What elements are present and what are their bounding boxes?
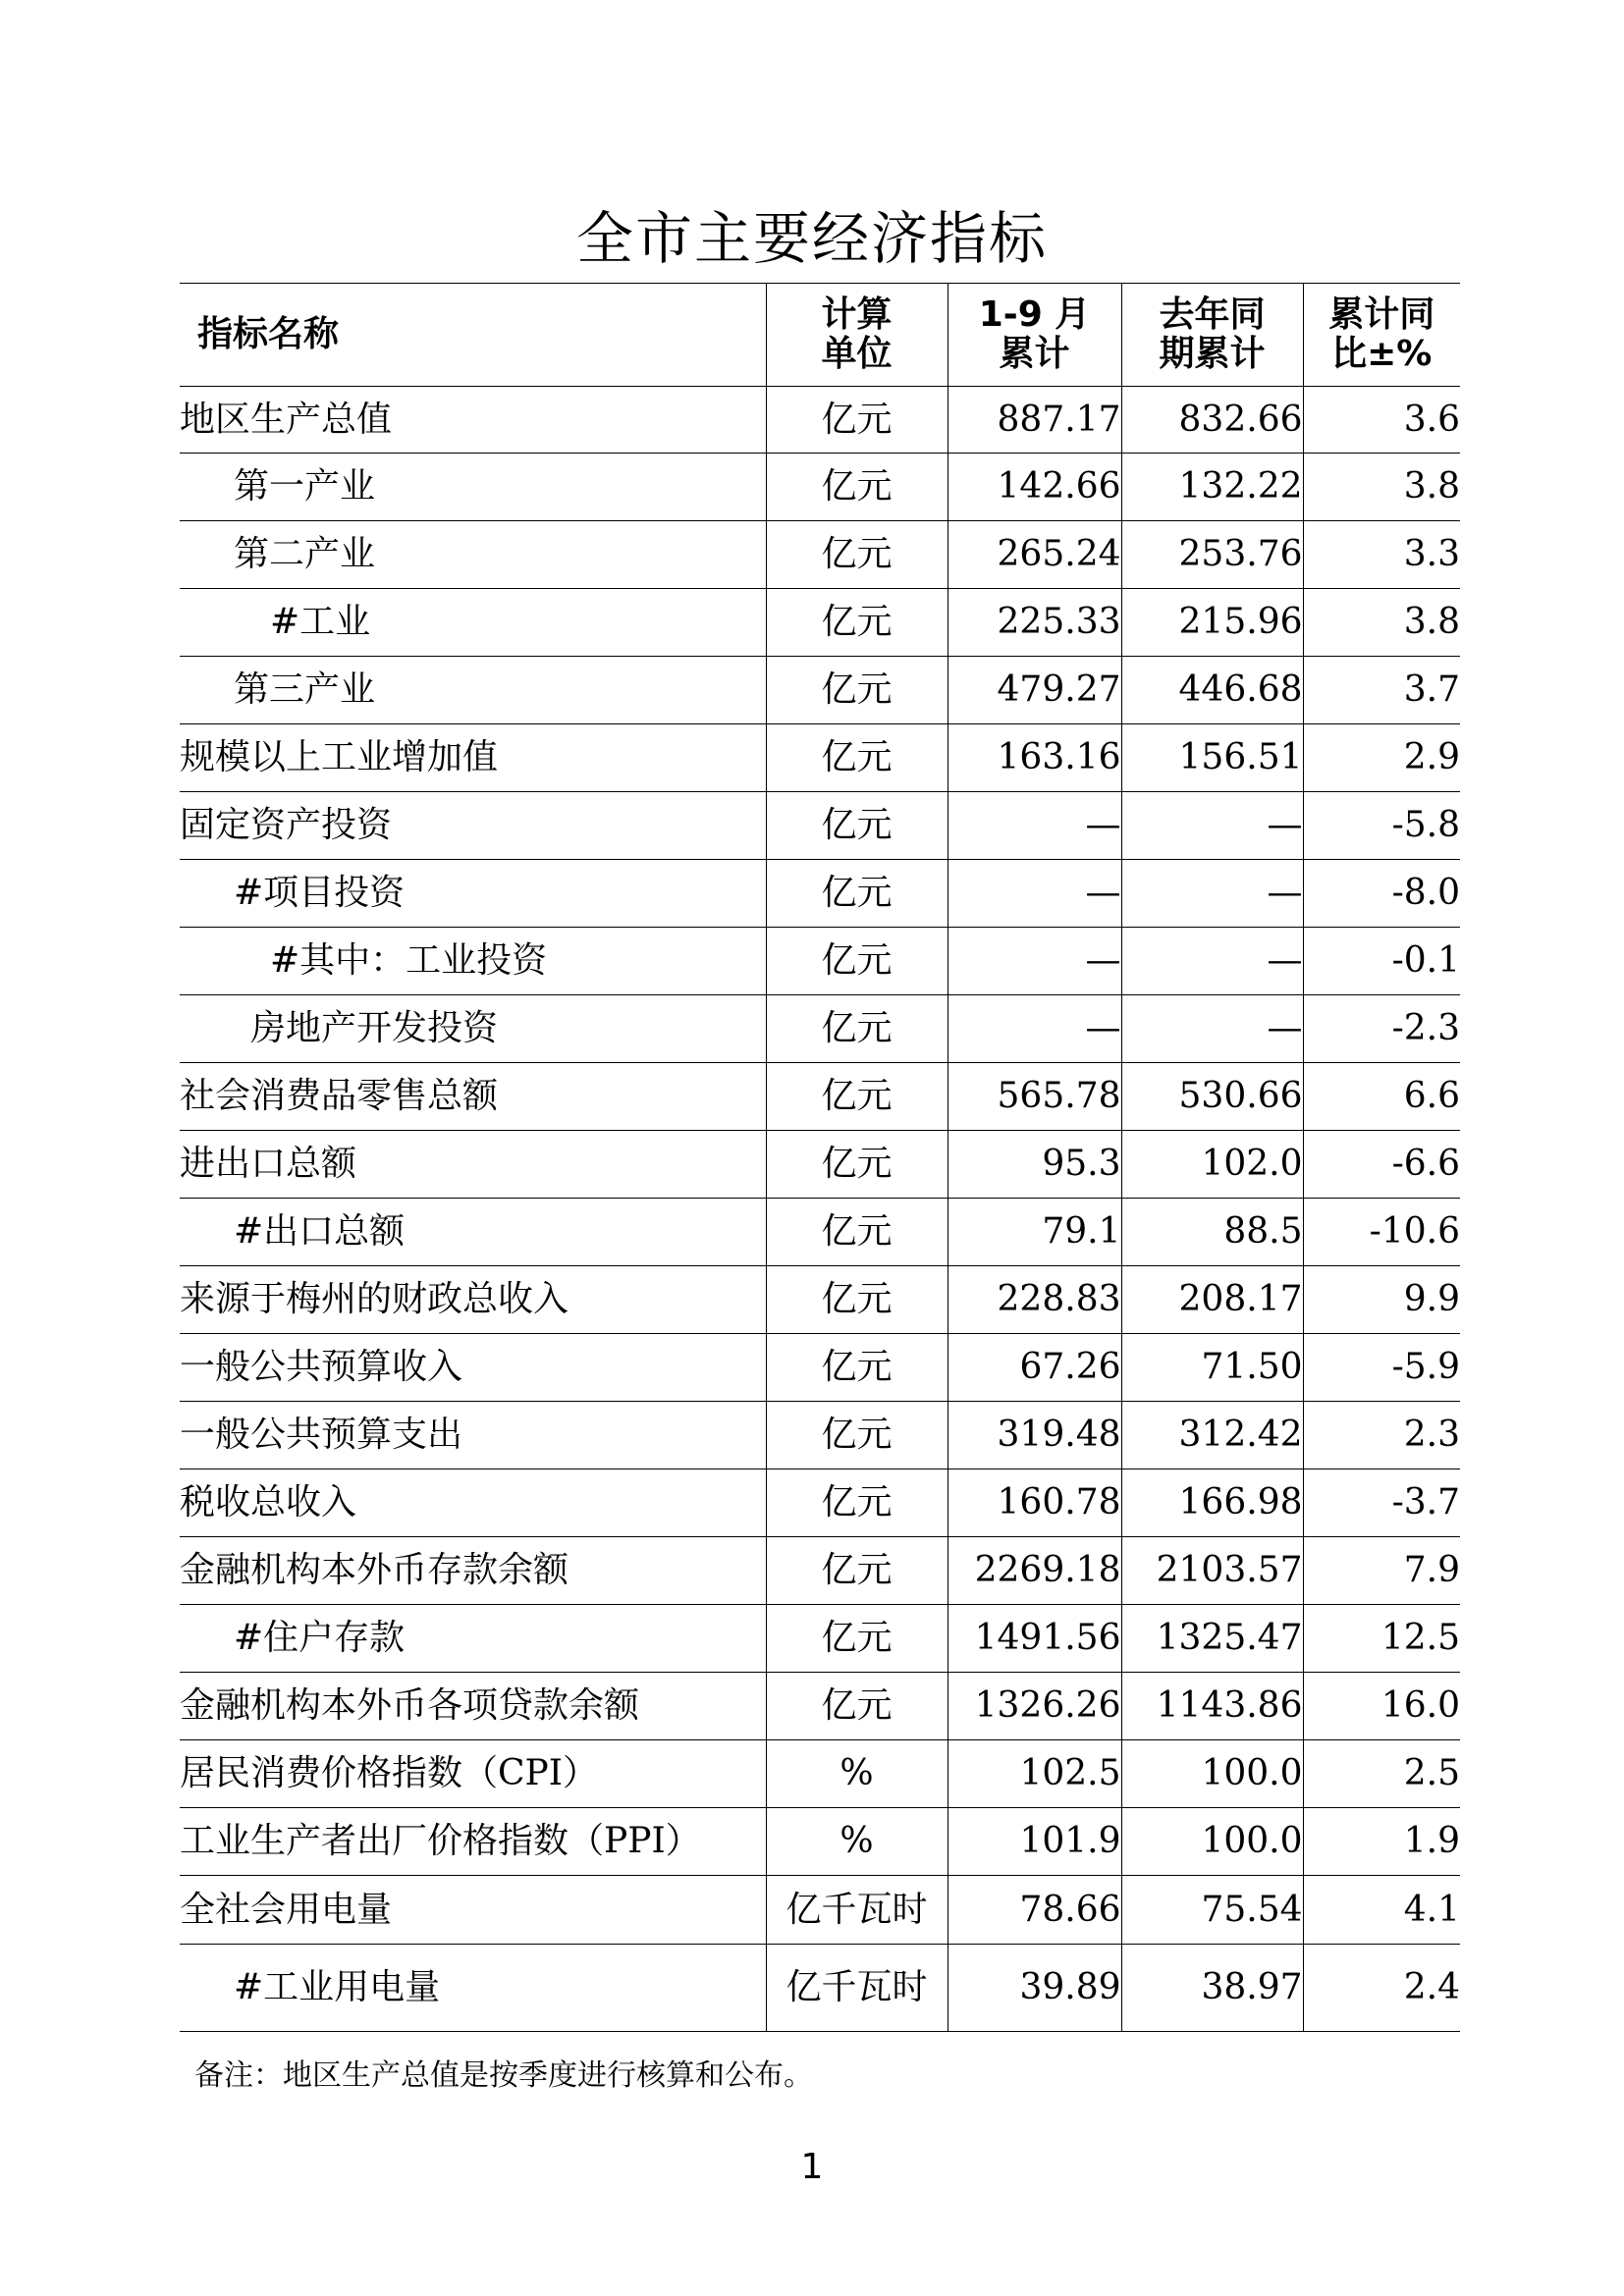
- table-header-row: [180, 284, 1460, 387]
- unit-cell: 亿元: [766, 995, 947, 1063]
- yoy-value: 16.0: [1303, 1673, 1460, 1740]
- unit-cell: 亿千瓦时: [766, 1945, 947, 2032]
- indicator-name: 一般公共预算支出: [180, 1402, 766, 1469]
- unit-cell: 亿千瓦时: [766, 1876, 947, 1945]
- indicator-name: 金融机构本外币存款余额: [180, 1537, 766, 1605]
- yoy-value: 2.4: [1303, 1945, 1460, 2032]
- unit-cell: 亿元: [766, 724, 947, 792]
- indicator-name: 房地产开发投资: [180, 995, 766, 1063]
- previous-value: 2103.57: [1121, 1537, 1303, 1605]
- unit-cell: 亿元: [766, 1199, 947, 1266]
- table-row: [180, 792, 1460, 860]
- table-row: [180, 995, 1460, 1063]
- indicator-name: #项目投资: [180, 860, 766, 928]
- yoy-value: 2.3: [1303, 1402, 1460, 1469]
- indicator-name: 税收总收入: [180, 1469, 766, 1537]
- previous-value: 832.66: [1121, 387, 1303, 454]
- previous-value: —: [1121, 792, 1303, 860]
- yoy-value: 3.7: [1303, 657, 1460, 724]
- current-value: 225.33: [947, 589, 1121, 657]
- yoy-value: 7.9: [1303, 1537, 1460, 1605]
- header-unit: 计算 单位: [766, 284, 947, 387]
- current-value: 228.83: [947, 1266, 1121, 1334]
- previous-value: 446.68: [1121, 657, 1303, 724]
- current-value: 160.78: [947, 1469, 1121, 1537]
- current-value: 39.89: [947, 1945, 1121, 2032]
- indicator-name: 进出口总额: [180, 1131, 766, 1199]
- current-value: 79.1: [947, 1199, 1121, 1266]
- current-value: 1326.26: [947, 1673, 1121, 1740]
- previous-value: —: [1121, 860, 1303, 928]
- unit-cell: 亿元: [766, 1605, 947, 1673]
- current-value: —: [947, 995, 1121, 1063]
- previous-value: 156.51: [1121, 724, 1303, 792]
- indicator-name: 社会消费品零售总额: [180, 1063, 766, 1131]
- previous-value: 1325.47: [1121, 1605, 1303, 1673]
- header-previous-cumulative: 去年同 期累计: [1121, 284, 1303, 387]
- table-row: [180, 1334, 1460, 1402]
- current-value: 265.24: [947, 521, 1121, 589]
- table-row: [180, 1131, 1460, 1199]
- indicator-name: #工业: [180, 589, 766, 657]
- table-row: [180, 1740, 1460, 1808]
- unit-cell: 亿元: [766, 1266, 947, 1334]
- unit-cell: 亿元: [766, 657, 947, 724]
- indicator-name: #住户存款: [180, 1605, 766, 1673]
- current-value: 887.17: [947, 387, 1121, 454]
- header-indicator-name: 指标名称: [180, 284, 766, 387]
- table-row: [180, 1673, 1460, 1740]
- yoy-value: -3.7: [1303, 1469, 1460, 1537]
- indicator-table: [180, 283, 1460, 2032]
- current-value: —: [947, 928, 1121, 995]
- indicator-name: 金融机构本外币各项贷款余额: [180, 1673, 766, 1740]
- yoy-value: -8.0: [1303, 860, 1460, 928]
- table-row: [180, 589, 1460, 657]
- indicator-name: #出口总额: [180, 1199, 766, 1266]
- unit-cell: 亿元: [766, 1402, 947, 1469]
- table-row: [180, 1945, 1460, 2032]
- current-value: —: [947, 792, 1121, 860]
- yoy-value: -2.3: [1303, 995, 1460, 1063]
- yoy-value: -5.9: [1303, 1334, 1460, 1402]
- indicator-name: 第三产业: [180, 657, 766, 724]
- table-row: [180, 521, 1460, 589]
- previous-value: 253.76: [1121, 521, 1303, 589]
- yoy-value: 1.9: [1303, 1808, 1460, 1876]
- indicator-name: 固定资产投资: [180, 792, 766, 860]
- unit-cell: 亿元: [766, 1537, 947, 1605]
- table-row: [180, 1876, 1460, 1945]
- table-row: [180, 1808, 1460, 1876]
- yoy-value: -6.6: [1303, 1131, 1460, 1199]
- table-row: [180, 860, 1460, 928]
- indicator-name: 地区生产总值: [180, 387, 766, 454]
- previous-value: —: [1121, 995, 1303, 1063]
- yoy-value: 3.8: [1303, 454, 1460, 521]
- previous-value: 88.5: [1121, 1199, 1303, 1266]
- previous-value: 100.0: [1121, 1740, 1303, 1808]
- header-yoy-change: 累计同 比±%: [1303, 284, 1460, 387]
- unit-cell: 亿元: [766, 589, 947, 657]
- previous-value: 132.22: [1121, 454, 1303, 521]
- page-title: 全市主要经济指标: [575, 205, 1048, 272]
- indicator-name: 工业生产者出厂价格指数（PPI）: [180, 1808, 766, 1876]
- table-row: [180, 1266, 1460, 1334]
- yoy-value: -5.8: [1303, 792, 1460, 860]
- indicator-name: 第一产业: [180, 454, 766, 521]
- table-row: [180, 1199, 1460, 1266]
- previous-value: 530.66: [1121, 1063, 1303, 1131]
- previous-value: 75.54: [1121, 1876, 1303, 1945]
- table-row: [180, 657, 1460, 724]
- header-current-cumulative: 1-9 月 累计: [947, 284, 1121, 387]
- table-row: [180, 928, 1460, 995]
- previous-value: 38.97: [1121, 1945, 1303, 2032]
- current-value: 67.26: [947, 1334, 1121, 1402]
- yoy-value: 6.6: [1303, 1063, 1460, 1131]
- current-value: 319.48: [947, 1402, 1121, 1469]
- indicator-name: 第二产业: [180, 521, 766, 589]
- unit-cell: 亿元: [766, 1131, 947, 1199]
- table-row: [180, 1469, 1460, 1537]
- unit-cell: 亿元: [766, 454, 947, 521]
- yoy-value: 2.5: [1303, 1740, 1460, 1808]
- current-value: 95.3: [947, 1131, 1121, 1199]
- indicator-name: 居民消费价格指数（CPI）: [180, 1740, 766, 1808]
- current-value: 565.78: [947, 1063, 1121, 1131]
- unit-cell: 亿元: [766, 860, 947, 928]
- indicator-name: 规模以上工业增加值: [180, 724, 766, 792]
- table-row: [180, 454, 1460, 521]
- current-value: 142.66: [947, 454, 1121, 521]
- yoy-value: 3.8: [1303, 589, 1460, 657]
- current-value: 163.16: [947, 724, 1121, 792]
- current-value: 101.9: [947, 1808, 1121, 1876]
- table-row: [180, 1605, 1460, 1673]
- unit-cell: 亿元: [766, 387, 947, 454]
- unit-cell: 亿元: [766, 928, 947, 995]
- unit-cell: 亿元: [766, 1334, 947, 1402]
- previous-value: —: [1121, 928, 1303, 995]
- previous-value: 208.17: [1121, 1266, 1303, 1334]
- yoy-value: 3.3: [1303, 521, 1460, 589]
- current-value: 1491.56: [947, 1605, 1121, 1673]
- yoy-value: 12.5: [1303, 1605, 1460, 1673]
- previous-value: 1143.86: [1121, 1673, 1303, 1740]
- current-value: 78.66: [947, 1876, 1121, 1945]
- table-row: [180, 387, 1460, 454]
- yoy-value: -10.6: [1303, 1199, 1460, 1266]
- previous-value: 102.0: [1121, 1131, 1303, 1199]
- yoy-value: 9.9: [1303, 1266, 1460, 1334]
- previous-value: 166.98: [1121, 1469, 1303, 1537]
- yoy-value: 4.1: [1303, 1876, 1460, 1945]
- current-value: —: [947, 860, 1121, 928]
- unit-cell: 亿元: [766, 1673, 947, 1740]
- previous-value: 71.50: [1121, 1334, 1303, 1402]
- yoy-value: 3.6: [1303, 387, 1460, 454]
- previous-value: 100.0: [1121, 1808, 1303, 1876]
- indicator-name: #工业用电量: [180, 1945, 766, 2032]
- footnote: 备注：地区生产总值是按季度进行核算和公布。: [194, 2058, 813, 2093]
- unit-cell: 亿元: [766, 792, 947, 860]
- table-row: [180, 724, 1460, 792]
- current-value: 479.27: [947, 657, 1121, 724]
- unit-cell: 亿元: [766, 521, 947, 589]
- unit-cell: 亿元: [766, 1469, 947, 1537]
- indicator-name: #其中：工业投资: [180, 928, 766, 995]
- yoy-value: 2.9: [1303, 724, 1460, 792]
- indicator-name: 一般公共预算收入: [180, 1334, 766, 1402]
- current-value: 102.5: [947, 1740, 1121, 1808]
- yoy-value: -0.1: [1303, 928, 1460, 995]
- current-value: 2269.18: [947, 1537, 1121, 1605]
- table-row: [180, 1063, 1460, 1131]
- page-number: 1: [800, 2147, 824, 2187]
- unit-cell: 亿元: [766, 1063, 947, 1131]
- table-row: [180, 1537, 1460, 1605]
- unit-cell: %: [766, 1808, 947, 1876]
- previous-value: 215.96: [1121, 589, 1303, 657]
- unit-cell: %: [766, 1740, 947, 1808]
- indicator-name: 来源于梅州的财政总收入: [180, 1266, 766, 1334]
- indicator-name: 全社会用电量: [180, 1876, 766, 1945]
- table-row: [180, 1402, 1460, 1469]
- previous-value: 312.42: [1121, 1402, 1303, 1469]
